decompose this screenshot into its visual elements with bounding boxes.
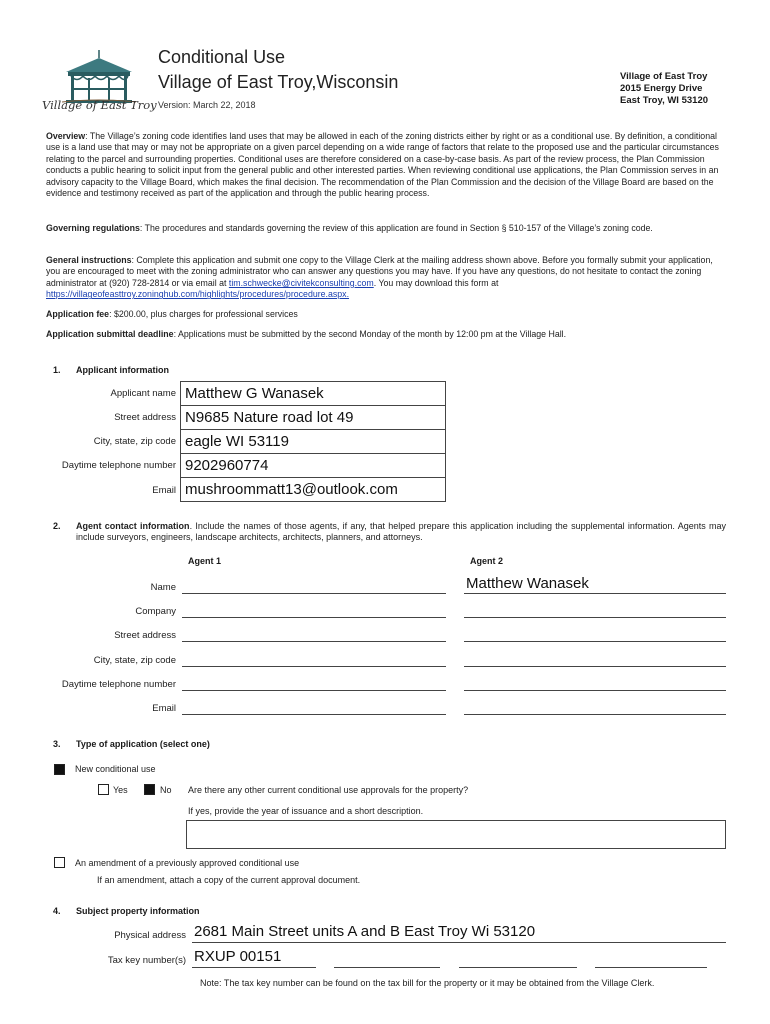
overview-label: Overview (46, 131, 86, 141)
amendment-checkbox[interactable] (54, 857, 65, 868)
applicant-fields (0, 381, 770, 501)
phone-label: Daytime telephone number (61, 460, 176, 471)
governing-text: : The procedures and standards governing the review of this application are found in Section § 510-157 of the Village’s zoning code. (139, 223, 653, 233)
agent2-email-field[interactable] (464, 695, 726, 715)
section-number: 2. (53, 521, 61, 531)
form-version: Version: March 22, 2018 (158, 100, 256, 110)
physical-address-label: Physical address (114, 930, 186, 941)
field-value: eagle WI 53119 (185, 433, 289, 450)
overview-paragraph (46, 131, 726, 199)
instructions-text-2: . You may download this form at (373, 277, 499, 288)
agent2-header: Agent 2 (470, 556, 504, 566)
phone-field[interactable] (180, 453, 446, 478)
tax-key-note: Note: The tax key number can be found on the tax bill for the property or it may be obtained from the Village Clerk. (200, 978, 655, 988)
form-subtitle: Village of East Troy,Wisconsin (158, 72, 399, 92)
no-label: No (160, 785, 172, 795)
section-title: Subject property information (76, 906, 200, 916)
other-approvals-question: Are there any other current conditional use approvals for the property? (188, 785, 469, 795)
applicant-name-label: Applicant name (110, 388, 176, 399)
address-line: Village of East Troy (620, 71, 708, 82)
new-conditional-use-checkbox[interactable] (54, 764, 65, 775)
instructions-label: General instructions (46, 255, 132, 265)
village-address (620, 71, 708, 107)
fee-paragraph (46, 309, 726, 320)
fee-text: : $200.00, plus charges for professional services (109, 309, 298, 319)
section-number: 3. (53, 739, 61, 749)
agent-table (0, 574, 770, 724)
zoning-email-link[interactable]: tim.schwecke@civitekconsulting.com (228, 277, 374, 288)
if-yes-description-field[interactable] (186, 820, 726, 849)
yes-checkbox[interactable] (98, 784, 109, 795)
amendment-label: An amendment of a previously approved conditional use (75, 858, 300, 868)
street-address-field[interactable] (180, 405, 446, 430)
download-form-link[interactable]: https://villageofeasttroy.zoninghub.com/highlights/procedures/procedure.aspx. (46, 289, 350, 300)
governing-label: Governing regulations (46, 223, 140, 233)
tax-key-field-4[interactable] (595, 947, 707, 968)
form-title: Conditional Use (158, 47, 286, 67)
section-title: Type of application (select one) (76, 739, 210, 749)
tax-key-label: Tax key number(s) (107, 955, 186, 966)
deadline-paragraph (46, 329, 726, 340)
agent1-header: Agent 1 (188, 556, 222, 566)
yes-label: Yes (113, 785, 128, 795)
section-number: 4. (53, 906, 61, 916)
agent1-phone-field[interactable] (182, 671, 446, 691)
field-value: mushroommatt13@outlook.com (185, 481, 398, 498)
instructions-paragraph (46, 255, 726, 301)
overview-text: : The Village’s zoning code identifies land uses that may be allowed in each of the zoning districts either by right or as a conditional use. By definition, a conditional use is a land use that may or may not be appropriate on a given parcel depending on a wide range of factors that relate to the proposed use and the particular circumstances relating to the parcel and surrounding properties. Conditional uses are therefore considered on a case-by-case basis. As part of the review process, the Plan Commission conducts a public hearing to solicit input from the general public and other interested parties. When reviewing conditional use applications, the Plan Commission serves in an advisory capacity to the Village Board, which makes the final decision. The recommendation of the Plan Commission and the decision of the Village Board are based on the evidence and testimony received as part of the application and through the public hearing process. (46, 131, 719, 199)
field-value: Matthew Wanasek (466, 575, 589, 592)
agent1-company-field[interactable] (182, 598, 446, 618)
deadline-text: : Applications must be submitted by the second Monday of the month by 12:00 pm at the Village Hall. (173, 329, 567, 339)
address-line: 2015 Energy Drive (620, 83, 703, 94)
section-number: 1. (53, 365, 61, 375)
city-state-zip-field[interactable] (180, 429, 446, 454)
agent2-name-field[interactable] (464, 574, 726, 594)
agent1-email-field[interactable] (182, 695, 446, 715)
tax-key-field-3[interactable] (459, 947, 577, 968)
deadline-label: Application submittal deadline (46, 329, 174, 339)
agent-email-label: Email (152, 703, 176, 714)
email-field[interactable] (180, 477, 446, 502)
agent-city-label: City, state, zip code (93, 655, 176, 666)
fee-label: Application fee (46, 309, 110, 319)
agent2-phone-field[interactable] (464, 671, 726, 691)
field-value: 9202960774 (185, 457, 269, 474)
field-value: Matthew G Wanasek (185, 385, 324, 402)
tax-key-field-1[interactable] (192, 947, 316, 968)
section-title: Applicant information (76, 365, 169, 375)
agent-name-label: Name (150, 582, 176, 593)
governing-paragraph (46, 223, 726, 234)
tax-key-field-2[interactable] (334, 947, 440, 968)
instructions-text: : Complete this application and submit one copy to the Village Clerk at the mailing address shown above. Before you formally submit your application, you are encouraged to meet with the zoning administrator who can answer any questions you may have. If you have any questions, do not hesitate to contact the zoning administrator at (920) 728-2814 or via email at (46, 255, 713, 288)
section-title: Agent contact information (76, 521, 190, 531)
email-label: Email (152, 485, 176, 496)
agent-street-label: Street address (114, 630, 176, 641)
street-address-label: Street address (114, 412, 176, 423)
logo-text: Village of East Troy (42, 98, 157, 112)
agent1-street-field[interactable] (182, 622, 446, 642)
agent1-city-field[interactable] (182, 647, 446, 667)
field-value: N9685 Nature road lot 49 (185, 409, 354, 426)
section-desc: . Include the names of those agents, if any, that helped prepare this application including the supplemental information. Agents may include surveyors, engineers, landscape architects, architects, planners, and attorneys. (76, 521, 726, 543)
amendment-note: If an amendment, attach a copy of the current approval document. (97, 875, 361, 885)
agent-company-label: Company (135, 606, 176, 617)
agent2-street-field[interactable] (464, 622, 726, 642)
agent-phone-label: Daytime telephone number (61, 679, 176, 690)
no-checkbox[interactable] (144, 784, 155, 795)
field-value: 2681 Main Street units A and B East Troy Wi 53120 (194, 923, 536, 940)
if-yes-instruction: If yes, provide the year of issuance and a short description. (188, 806, 424, 816)
agent1-name-field[interactable] (182, 574, 446, 594)
city-state-zip-label: City, state, zip code (93, 436, 176, 447)
address-line: East Troy, WI 53120 (620, 95, 709, 106)
physical-address-field[interactable] (192, 922, 726, 943)
field-value: RXUP 00151 (194, 948, 282, 965)
agent2-company-field[interactable] (464, 598, 726, 618)
applicant-name-field[interactable] (180, 381, 446, 406)
agent-section-desc (76, 521, 726, 544)
agent2-city-field[interactable] (464, 647, 726, 667)
new-conditional-use-label: New conditional use (75, 764, 156, 774)
